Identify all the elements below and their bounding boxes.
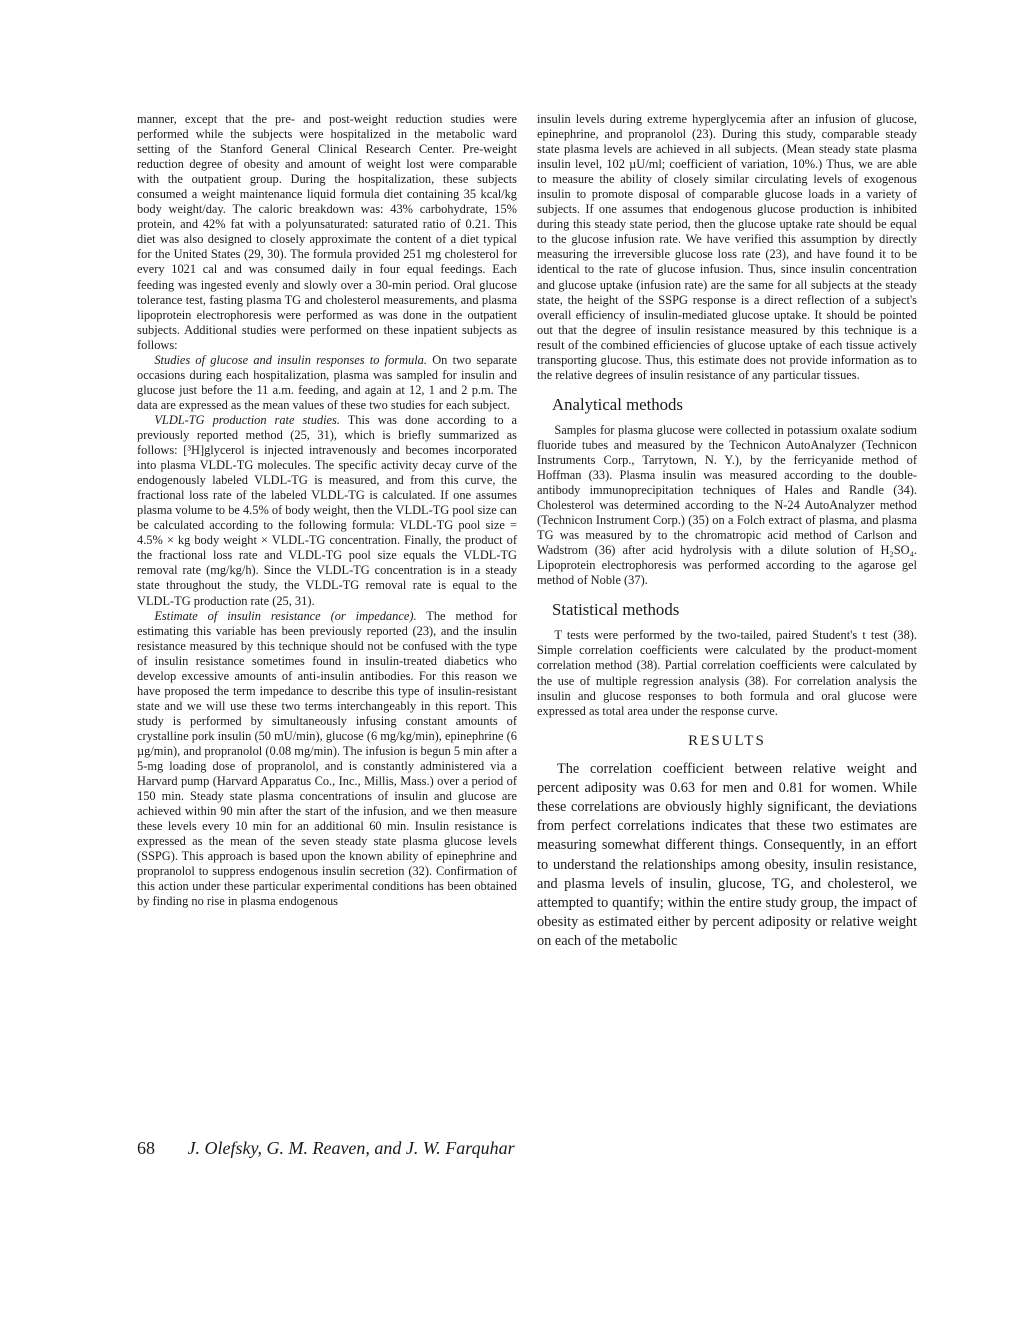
paragraph-insulin-resistance xyxy=(137,609,517,910)
page-footer xyxy=(137,1138,515,1159)
run-in-heading: VLDL-TG production rate studies. xyxy=(154,412,340,427)
heading-statistical-methods: Statistical methods xyxy=(552,600,680,620)
paragraph-analytical-methods: Samples for plasma glucose were collected in potassium oxalate sodium fluoride tubes and measured by the Technicon AutoAnalyzer (Technicon Instruments Corp., Tarrytown, N. Y.), by the ferricyanide method of Hoffman (33). Plasma insulin was measured according to the double-antibody immunoprecipitation techniques of Hales and Randle (34). Cholesterol was determined according to the N-24 AutoAnalyzer method (Technicon Instrument Corp.) (35) on a Folch extract of plasma, and plasma TG was measured by to the chromatropic acid method of Carlson and Wadstrom (36) after acid hydrolysis with a dilute solution of H₂SO₄. Lipoprotein electrophoresis was performed according to the agarose gel method of Noble (37). xyxy=(537,422,917,588)
paragraph-body: This was done according to a previously reported method (25, 31), which is briefly summarized as follows: [³H]glycerol is injected intravenously and becomes incorporated into plasma VLDL-TG molecules. The specific activity decay curve of the endogenously labeled VLDL-TG is measured, and from this curve, the fractional loss rate of the labeled VLDL-TG is calculated. If one assumes plasma volume to be 4.5% of body weight, then the VLDL-TG pool size can be calculated according to the following formula: VLDL-TG pool size = 4.5% × kg body weight × VLDL-TG concentration. Finally, the product of the fractional loss rate and VLDL-TG pool size equals the VLDL-TG removal rate (mg/kg/h). Since the VLDL-TG concentration is in a steady state throughout the study, the VLDL-TG removal rate is equal to the VLDL-TG production rate (25, 31). xyxy=(137,412,518,608)
paragraph-results: The correlation coefficient between relative weight and percent adiposity was 0.63 for men and 0.81 for women. While these correlations are obviously highly significant, the deviations from perfect correlations indicates that these two estimates are measuring somewhat different things. Consequently, in an effort to understand the relationships among obesity, insulin resistance, and plasma levels of insulin, glucose, TG, and cholesterol, we attempted to quantify; within the entire study group, the impact of obesity as estimated either by percent adiposity or relative weight on each of the metabolic xyxy=(537,760,917,950)
paragraph-body: The method for estimating this variable has been previously reported (23), and the insulin resistance measured by this technique should not be confused with the type of insulin resistance sometimes found in insulin-treated diabetics who develop excessive amounts of anti-insulin antibodies. For this reason we have proposed the term impedance to describe this type of insulin-resistant state and we will use these two terms interchangeably in this report. This study is performed by simultaneously infusing constant amounts of crystalline pork insulin (50 mU/min), glucose (6 mg/kg/min), epinephrine (6 µg/min), and propranolol (0.08 mg/min). The infusion is begun 5 min after a 5-mg loading dose of propranolol, and is constantly administered via a Harvard pump (Harvard Apparatus Co., Inc., Millis, Mass.) over a period of 150 min. Steady state plasma concentrations of insulin and glucose are achieved within 90 min after the start of the infusion, and we then measure these levels every 10 min for an additional 60 min. Insulin resistance is expressed as the mean of the seven steady state plasma glucose levels (SSPG). This approach is based upon the known ability of epinephrine and propranolol to suppress endogenous insulin secretion (32). Confirmation of this action under these particular experimental conditions has been obtained by finding no rise in plasma endogenous xyxy=(137,608,517,909)
paragraph-inpatient-protocol: manner, except that the pre- and post-weight reduction studies were performed while the subjects were hospitalized in the metabolic ward setting of the Stanford General Clinical Research Center. Pre-weight reduction degree of obesity and amount of weight lost were comparable with the outpatient group. During the hospitalization, these subjects consumed a weight maintenance liquid formula diet containing 35 kcal/kg body weight/day. The caloric breakdown was: 43% carbohydrate, 15% protein, and 42% fat with a polyunsaturated: saturated ratio of 0.21. This diet was also designed to closely approximate the content of a diet typical for the United States (29, 30). The formula provided 251 mg cholesterol for every 1021 cal and was consumed daily in four equal feedings. Each feeding was ingested evenly and slowly over a 30-min period. Oral glucose tolerance test, fasting plasma TG and cholesterol measurements, and plasma lipoprotein electrophoresis were performed as was done in the outpatient subjects. Additional studies were performed on these inpatient subjects as follows: xyxy=(137,112,517,352)
right-column xyxy=(537,112,917,952)
author-line: J. Olefsky, G. M. Reaven, and J. W. Farquhar xyxy=(187,1138,515,1158)
paragraph-body: On two separate occasions during each hospitalization, plasma was sampled for insulin and glucose just before the 11 a.m. feeding, and again at 12, 1 and 2 p.m. The data are expressed as the mean values of these two studies for each subject. xyxy=(137,352,517,412)
heading-analytical-methods: Analytical methods xyxy=(552,394,683,414)
paragraph-vldl-tg-studies xyxy=(137,413,517,609)
paragraph-statistical-methods: T tests were performed by the two-tailed, paired Student's t test (38). Simple correlation coefficients were calculated by the product-moment correlation method (38). Partial correlation coefficients were calculated by the use of multiple regression analysis (38). For correlation analysis the insulin and glucose responses to both formula and oral glucose were expressed as total area under the response curve. xyxy=(537,628,917,718)
paragraph-glucose-insulin-studies xyxy=(137,353,517,413)
run-in-heading: Estimate of insulin resistance (or impedance). xyxy=(154,608,417,623)
paragraph-insulin-levels: insulin levels during extreme hyperglycemia after an infusion of glucose, epinephrine, and propranolol (23). During this study, comparable steady state plasma levels are achieved in all subjects. (Mean steady state plasma insulin level, 102 µU/ml; coefficient of variation, 10%.) Thus, we are able to measure the ability of closely similar circulating levels of exogenous insulin to promote disposal of comparable glucose loads in a variety of subjects. If one assumes that endogenous glucose production is inhibited during this steady state period, then the glucose uptake rate should be equal to the glucose infusion rate. We have verified this assumption by directly measuring the irreversible glucose loss rate (23), and have found it to be identical to the rate of glucose infusion. Thus, since insulin concentration and glucose uptake (infusion rate) are the same for all subjects at the steady state, the height of the SSPG response is a direct reflection of a subject's overall efficiency of insulin-mediated glucose uptake. It should be pointed out that the degree of insulin resistance measured by this technique is a result of the combined efficiencies of glucose uptake of each tissue actively transporting glucose. Thus, this estimate does not provide information as to the relative degrees of insulin resistance of any particular tissues. xyxy=(537,112,917,382)
left-column xyxy=(137,112,517,909)
heading-results: RESULTS xyxy=(688,732,766,749)
run-in-heading: Studies of glucose and insulin responses to formula. xyxy=(154,352,427,367)
page-number: 68 xyxy=(137,1138,155,1158)
